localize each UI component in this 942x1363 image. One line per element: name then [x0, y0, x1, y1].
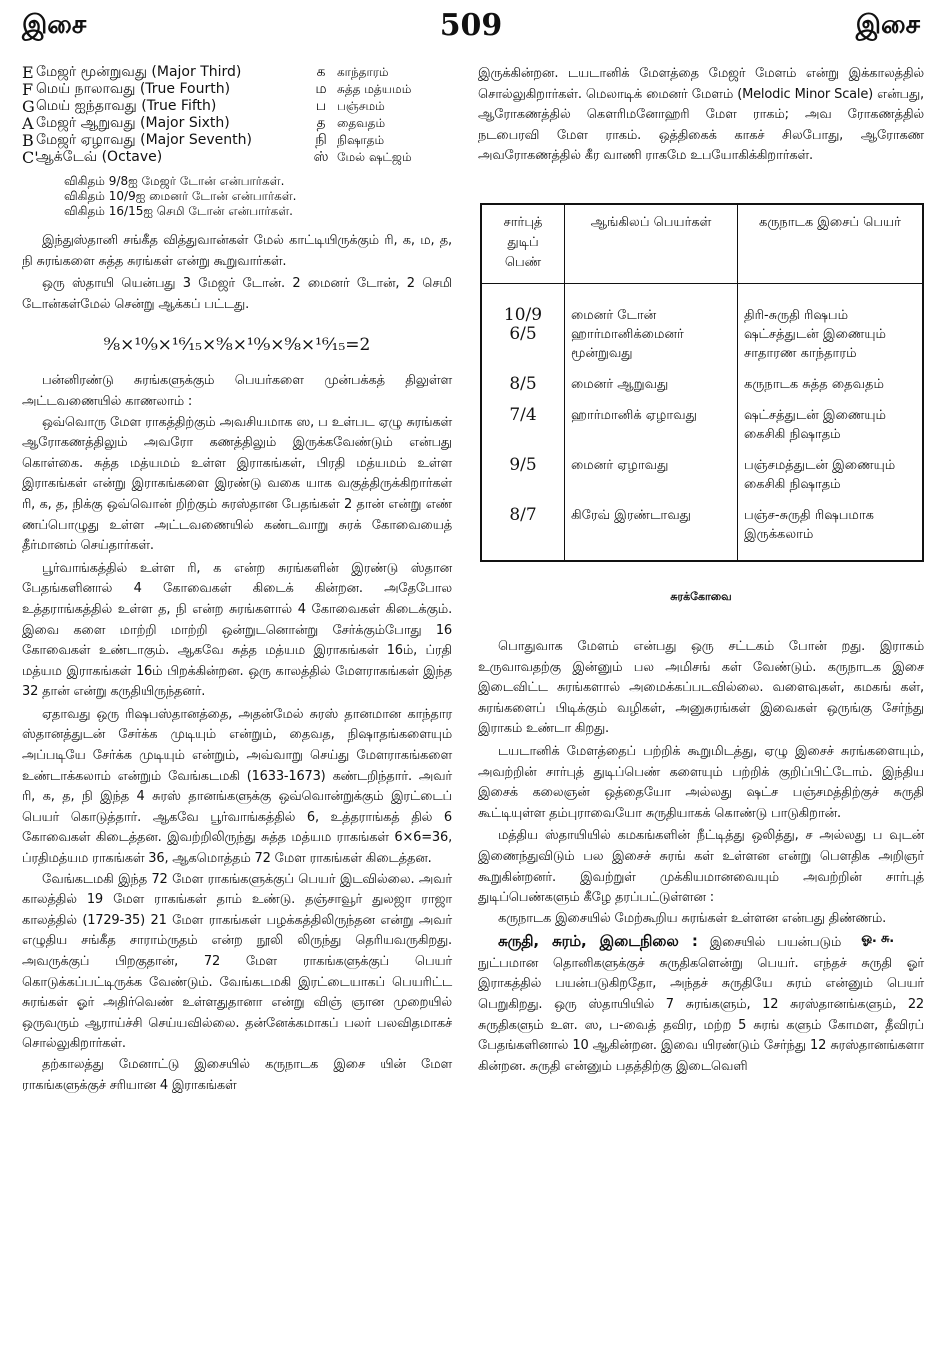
carnatic-name-cell: கருநாடக சுத்த தைவதம்	[738, 363, 924, 394]
table-row	[481, 394, 923, 444]
ratio-cell: 9/5	[509, 454, 537, 475]
paragraph: மத்திய ஸ்தாயியில் கமகங்களின் நீட்டித்து ஒலித்து, ச அல்லது ப வுடன் இணைந்துவிடும் பல இசைச் சுரங் கள் உள்ளன என்று பௌதிக அறிஞர் கூறுகின்றனர். இவற்றுள் முக்கியமானவையும் அவற்றின் சார்புத் துடிப்பெண்களும் கீழே தரப்பட்டுள்ளன :	[478, 828, 924, 906]
page-number: 509	[439, 8, 503, 43]
paragraph: தற்காலத்து மேனாட்டு இசையில் கருநாடக இசை யின் மேள ராகங்களுக்குச் சரியான 4 இராகங்கள்	[22, 1056, 452, 1093]
english-name-cell: மைனர் டோன் ஹார்மானிக்மைனர் மூன்றுவது	[565, 283, 738, 363]
note-tamil-name: பஞ்சமம்	[337, 99, 385, 113]
paragraph: டயடானிக் மேளத்தைப் பற்றிக் கூறுமிடத்து, ஏழு இசைச் சுரங்களையும், அவற்றின் சார்புத் துடிப்பெண் களையும் பற்றிக் குறிப்பிட்டோம். இந்திய இசைக் கலைஞன் ஒத்தையோ அல்லது ஷட்ச பஞ்சமத்திற்குச் சுருதி கூட்டியுள்ள தம்புராவையோ சுருதியாகக் கொண்டு பாடுகிறான்.	[478, 743, 924, 821]
table-row	[481, 494, 923, 561]
note-tamil-name: தைவதம்	[337, 116, 386, 130]
right-column	[478, 64, 924, 1077]
carnatic-name-cell: பஞ்சமத்துடன் இணையும் கைசிகி நிஷாதம்	[738, 444, 924, 494]
column-header: கருநாடக இசைப் பெயர்	[738, 204, 924, 284]
english-name-cell: ஹார்மானிக் ஏழாவது	[565, 394, 738, 444]
ratio-cell: 8/5	[509, 373, 537, 394]
note-row	[22, 132, 452, 149]
english-name-cell: மைனர் ஆறுவது	[565, 363, 738, 394]
note-letter: A	[22, 114, 34, 133]
section-paragraph	[478, 931, 924, 1077]
note-row	[22, 149, 452, 166]
table-row	[481, 283, 923, 363]
ratio-note: விகிதம் 16/15ஐ செமி டோன் என்பார்கள்.	[64, 204, 293, 218]
note-name: மேஜர் ஆறுவது (Major Sixth)	[36, 115, 230, 131]
note-name: ஆக்டேவ் (Octave)	[36, 149, 163, 165]
paragraph-text: கருநாடக இசையில் மேற்கூறிய சுரங்கள் உள்ளன என்பது திண்ணம்.	[498, 910, 887, 926]
table-caption: சுரக்கோவை	[670, 589, 732, 603]
ratio-notes	[64, 174, 452, 219]
note-symbol: ம	[315, 81, 327, 97]
column-header: ஆங்கிலப் பெயர்கள்	[565, 204, 738, 284]
note-letter: B	[22, 131, 34, 150]
english-name-cell: கிரேவ் இரண்டாவது	[565, 494, 738, 561]
section-text: இசையில் பயன்படும் நுட்பமான தொனிகளுக்குச் சுருதிகளென்று பெயர். எந்தச் சுருதி ஓர் இராகத்தில் பயன்படுகிறதோ, அந்தச் சுருதியே சுரம் என்னும் பெயர் பெறுகிறது. ஒரு ஸ்தாயியில் 7 சுரங்களும், 12 சுரஸ்தானங்களும், 22 சுருதிகளும் உள. ஸ, ப-வைத் தவிர, மற்ற 5 சுரங் களும் கோமள, தீவிரப் பேதங்களினால் 10 ஆகின்றன. இவை யிரண்டும் சேர்ந்து 12 சுரஸ்தானங்களா கின்றன. சுருதி என்னும் பதத்திற்கு இடைவெளி	[478, 935, 924, 1074]
table-row	[481, 444, 923, 494]
paragraph: ஒவ்வொரு மேள ராகத்திற்கும் அவசியமாக ஸ, ப உள்பட ஏழு சுரங்கள் ஆரோகணத்திலும் அவரோ கணத்திலும் இருக்கவேண்டும் என்பது கொள்கை. சுத்த மத்யமம் உள்ள இராகங்கள், பிரதி மத்யமம் உள்ள இராகங்கள் என்று இராகங்களை இரண்டு வகை யாக வகுத்திருக்கிறார்கள் ரி, க, த, நிக்கு ஒவ்வொன் றிற்கும் சுரஸ்தான பேதங்கள் 2 தான் என்று எண் ணப்பொழுது உள்ள அட்டவணையில் கண்டவாறு சுரக் கோவையைத் தீர்மானம் செய்தார்கள்.	[22, 414, 452, 554]
ratio-cell: 7/4	[509, 404, 537, 425]
note-row	[22, 98, 452, 115]
note-row	[22, 81, 452, 98]
running-header-right: இசை	[855, 10, 920, 40]
ratio-cell: 10/9 6/5	[503, 304, 543, 344]
note-tamil-name: காந்தாரம்	[337, 65, 389, 79]
note-letter: F	[22, 80, 34, 99]
note-tamil-name: சுத்த மத்யமம்	[337, 82, 412, 96]
notes-table	[22, 64, 452, 166]
note-symbol: ஸ்	[313, 149, 329, 165]
note-name: மேஜர் மூன்றுவது (Major Third)	[36, 64, 242, 80]
note-name: மேஜர் ஏழாவது (Major Seventh)	[36, 132, 252, 148]
ratio-formula: ⁹⁄₈×¹⁰⁄₉×¹⁶⁄₁₅×⁹⁄₈×¹⁰⁄₉×⁹⁄₈×¹⁶⁄₁₅=2	[103, 335, 371, 356]
paragraph: இருக்கின்றன. டயடானிக் மேளத்தை மேஜர் மேளம் என்று இக்காலத்தில் சொல்லுகிறார்கள். மெலாடிக் மைனர் மேளம் (Melodic Minor Scale) என்பது, ஆரோகணத்தில் கௌரிமனோஹரி மேள ராகம்; அவ ரோகணத்தில் நடபைரவி மேள ராகம். ஒத்திகைக் காகச் சிலபோது, ஆரோகண அவரோகணத்தில் கீர வாணி ராகமே உபயோகிக்கிறார்கள்.	[478, 66, 924, 164]
carnatic-name-cell: ஷட்சத்துடன் இணையும் கைசிகி நிஷாதம்	[738, 394, 924, 444]
note-letter: E	[22, 63, 34, 82]
left-column	[22, 64, 452, 1096]
paragraph: பொதுவாக மேளம் என்பது ஒரு சட்டகம் போன் றது. இராகம் உருவாவதற்கு இன்னும் பல அமிசங் கள் வேண்டும். கருநாடக இசை இடைவிட்ட சுரங்களால் அமைக்கப்படவில்லை. வளைவுகள், கமகங் கள், சுரங்களைப் பிடிக்கும் வழிகள், அனுசுரங்கள் இவைகள் ஒருங்கு சேர்ந்து இராகம் உண்டா கிறது.	[478, 638, 924, 737]
author-signature: ஓ. சு.	[861, 931, 894, 947]
ratio-note: விகிதம் 9/8ஐ மேஜர் டோன் என்பார்கள்.	[64, 174, 285, 188]
note-symbol: த	[316, 115, 326, 131]
carnatic-name-cell: பஞ்ச-சுருதி ரிஷபமாக இருக்கலாம்	[738, 494, 924, 561]
note-symbol: நி	[315, 132, 327, 148]
paragraph: பூர்வாங்கத்தில் உள்ள ரி, க என்ற சுரங்களின் இரண்டு ஸ்தான பேதங்களினால் 4 கோவைகள் கிடைக் கின்றன. அதேபோல உத்தராங்கத்தில் உள்ள த, நி என்ற சுரங்களால் 4 கோவைகள் கிடைக்கும். இவை களை மாற்றி மாற்றி ஒன்றுடனொன்று சேர்க்கும்போது 16 கோவைகள் உண்டாகும். ஆகவே சுத்த மத்யம இராகங்கள் 16ம், ப்ரதி மத்யம இராகங்கள் 16ம் பிறக்கின்றன. ஒரு காலத்தில் மேளராகங்கள் இந்த 32 தான் என்று கருதியிருந்தனர்.	[22, 560, 452, 700]
paragraph: இந்துஸ்தானி சங்கீத வித்துவான்கள் மேல் காட்டியிருக்கும் ரி, க, ம, த, நி சுரங்களை சுத்த சுரங்கள் என்று கூறுவார்கள்.	[22, 233, 452, 269]
english-name-cell: மைனர் ஏழாவது	[565, 444, 738, 494]
note-symbol: க	[316, 64, 326, 80]
note-letter: G	[22, 97, 35, 116]
note-symbol: ப	[315, 98, 327, 114]
paragraph: ஏதாவது ஒரு ரிஷபஸ்தானத்தை, அதன்மேல் சுரஸ் தானமான காந்தார ஸ்தானத்துடன் சேர்க்க முடியும் என்றும், தைவத, நிஷாதங்களையும் அப்படியே சேர்க்க முடியும் என்றும், அவ்வாறு செய்து மேளராகங்களை உண்டாக்கலாம் என்றும் வேங்கடமகி (1633-1673) கண்டறிந்தார். அவர் ரி, க, த, நி இந்த 4 சுரஸ் தானங்களுக்கு ஒவ்வொன்றுக்கும் இரட்டைப் பெயர் கொடுத்தார். ஆகவே பூர்வாங்கத்தில் 6, உத்தராங்கத் தில் 6 கோவைகள் கிடைத்தன. இவற்றிலிருந்து சுத்த மத்யம ராகங்கள் 6×6=36, ப்ரதிமத்யம ராகங்கள் 36, ஆகமொத்தம் 72 மேள ராகங்கள் கிடைத்தன.	[22, 706, 452, 867]
ratio-note: விகிதம் 10/9ஐ மைனர் டோன் என்பார்கள்.	[64, 189, 297, 203]
note-tamil-name: மேல் ஷட்ஜம்	[337, 150, 412, 164]
table-row	[481, 363, 923, 394]
note-name: மெய் ஐந்தாவது (True Fifth)	[36, 98, 217, 114]
running-header-left: இசை	[22, 10, 87, 40]
note-row	[22, 115, 452, 132]
carnatic-name-cell: திரி-சுருதி ரிஷபம் ஷட்சத்துடன் இணையும் சாதாரண காந்தாரம்	[738, 283, 924, 363]
note-tamil-name: நிஷாதம்	[337, 133, 385, 147]
table-header-row	[481, 204, 923, 284]
column-header: சார்புத் துடிப் பெண்	[481, 204, 565, 284]
ratio-cell: 8/7	[509, 504, 537, 525]
note-row	[22, 64, 452, 81]
paragraph: பன்னிரண்டு சுரங்களுக்கும் பெயர்களை முன்பக்கத் திலுள்ள அட்டவணையில் காணலாம் :	[22, 373, 452, 409]
swara-frequency-table	[480, 203, 924, 562]
paragraph: வேங்கடமகி இந்த 72 மேள ராகங்களுக்குப் பெயர் இடவில்லை. அவர் காலத்தில் 19 மேள ராகங்கள் தாம் உண்டு. தஞ்சாவூர் துலஜா ராஜா காலத்தில் (1729-35) 21 மேள ராகங்கள் பழக்கத்திலிருந்தன என்று அவர் எழுதிய சங்கீத சாராம்ருதம் என்ற நூலி லிருந்து தெரியவருகிறது. அவருக்குப் பிறகுதான், 72 மேள ராகங்களுக்குப் பெயர் கொடுக்கப்பட்டிருக்க வேண்டும். வேங்கடமகி இரட்டையாகப் பெயரிட்ட சுரங்கள் ஓர் அதிர்வெண் உள்ளதுதானா என்று விஞ் ஞான முறையில் ஒருவரும் ஆராய்ச்சி செய்யவில்லை. தன்னேக்கமாகப் பலர் பலவிதமாகச் சொல்லுகிறார்கள்.	[22, 871, 452, 1052]
note-name: மெய் நாலாவது (True Fourth)	[36, 81, 231, 97]
note-letter: C'	[22, 148, 39, 167]
paragraph: ஒரு ஸ்தாயி யென்பது 3 மேஜர் டோன். 2 மைனர் டோன், 2 செமி டோன்கள்மேல் சென்று ஆக்கப் பட்டது.	[22, 276, 452, 312]
section-heading: சுருதி, சுரம், இடைநிலை :	[498, 932, 698, 951]
